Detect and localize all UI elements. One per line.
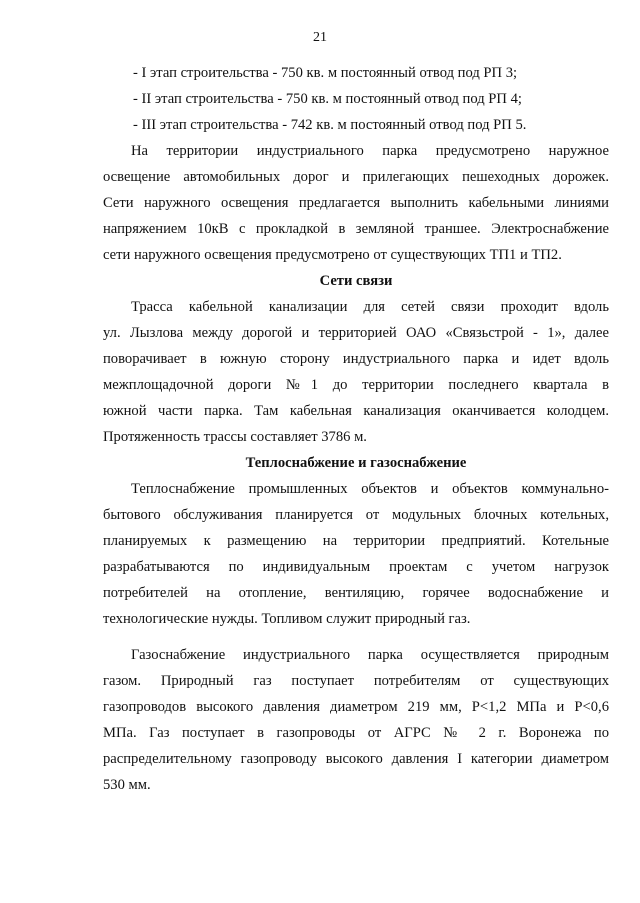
- paragraph-line: южной части парка. Там кабельная канализация оканчивается колодцем.: [103, 403, 609, 419]
- paragraph-spacer: [103, 632, 609, 642]
- paragraph-line: ул. Лызлова между дорогой и территорией ОАО «Связьстрой - 1», далее: [103, 325, 609, 341]
- paragraph-line: На территории индустриального парка предусмотрено наружное: [131, 143, 609, 159]
- section-heading-communications: Сети связи: [319, 273, 393, 289]
- stage-item: - I этап строительства - 750 кв. м постоянный отвод под РП 3;: [133, 65, 518, 81]
- paragraph-line: 530 мм.: [103, 777, 151, 793]
- paragraph-line: поворачивает в южную сторону индустриального парка и идет вдоль: [103, 351, 609, 367]
- paragraph-line: Протяженность трассы составляет 3786 м.: [103, 429, 367, 445]
- paragraph-line: газом. Природный газ поступает потребителям от существующих: [103, 673, 609, 689]
- paragraph-line: МПа. Газ поступает в газопроводы от АГРС № 2 г. Воронежа по: [103, 725, 609, 741]
- paragraph-line: разрабатываются по индивидуальным проектам с учетом нагрузок: [103, 559, 609, 575]
- paragraph-line: потребителей на отопление, вентиляцию, горячее водоснабжение и: [103, 585, 609, 601]
- paragraph-line: сети наружного освещения предусмотрено от существующих ТП1 и ТП2.: [103, 247, 562, 263]
- paragraph-line: Газоснабжение индустриального парка осуществляется природным: [131, 647, 609, 663]
- paragraph-line: технологические нужды. Топливом служит природный газ.: [103, 611, 471, 627]
- stage-item: - II этап строительства - 750 кв. м постоянный отвод под РП 4;: [133, 91, 522, 107]
- paragraph-line: распределительному газопроводу высокого давления I категории диаметром: [103, 751, 609, 767]
- section-heading-heat-gas: Теплоснабжение и газоснабжение: [245, 455, 467, 471]
- heat-supply-paragraph: [103, 476, 609, 632]
- paragraph-line: освещение автомобильных дорог и прилегающих пешеходных дорожек.: [103, 169, 609, 185]
- paragraph-line: Теплоснабжение промышленных объектов и объектов коммунально-: [131, 481, 609, 497]
- gas-supply-paragraph: [103, 642, 609, 798]
- construction-stages-list: [103, 60, 609, 138]
- lighting-paragraph: [103, 138, 609, 268]
- paragraph-line: планируемых к размещению на территории предприятий. Котельные: [103, 533, 609, 549]
- communications-paragraph: [103, 294, 609, 450]
- paragraph-line: Трасса кабельной канализации для сетей связи проходит вдоль: [131, 299, 609, 315]
- paragraph-line: межплощадочной дороги №1 до территории последнего квартала в: [103, 377, 609, 393]
- paragraph-line: напряжением 10кВ с прокладкой в земляной траншее. Электроснабжение: [103, 221, 609, 237]
- document-body: [103, 60, 609, 798]
- paragraph-line: газопроводов высокого давления диаметром 219 мм, Р<1,2 МПа и Р<0,6: [103, 699, 609, 715]
- page-number: 21: [313, 30, 327, 45]
- paragraph-line: Сети наружного освещения предлагается выполнить кабельными линиями: [103, 195, 609, 211]
- stage-item: - III этап строительства - 742 кв. м постоянный отвод под РП 5.: [133, 117, 527, 133]
- paragraph-line: бытового обслуживания планируется от модульных блочных котельных,: [103, 507, 609, 523]
